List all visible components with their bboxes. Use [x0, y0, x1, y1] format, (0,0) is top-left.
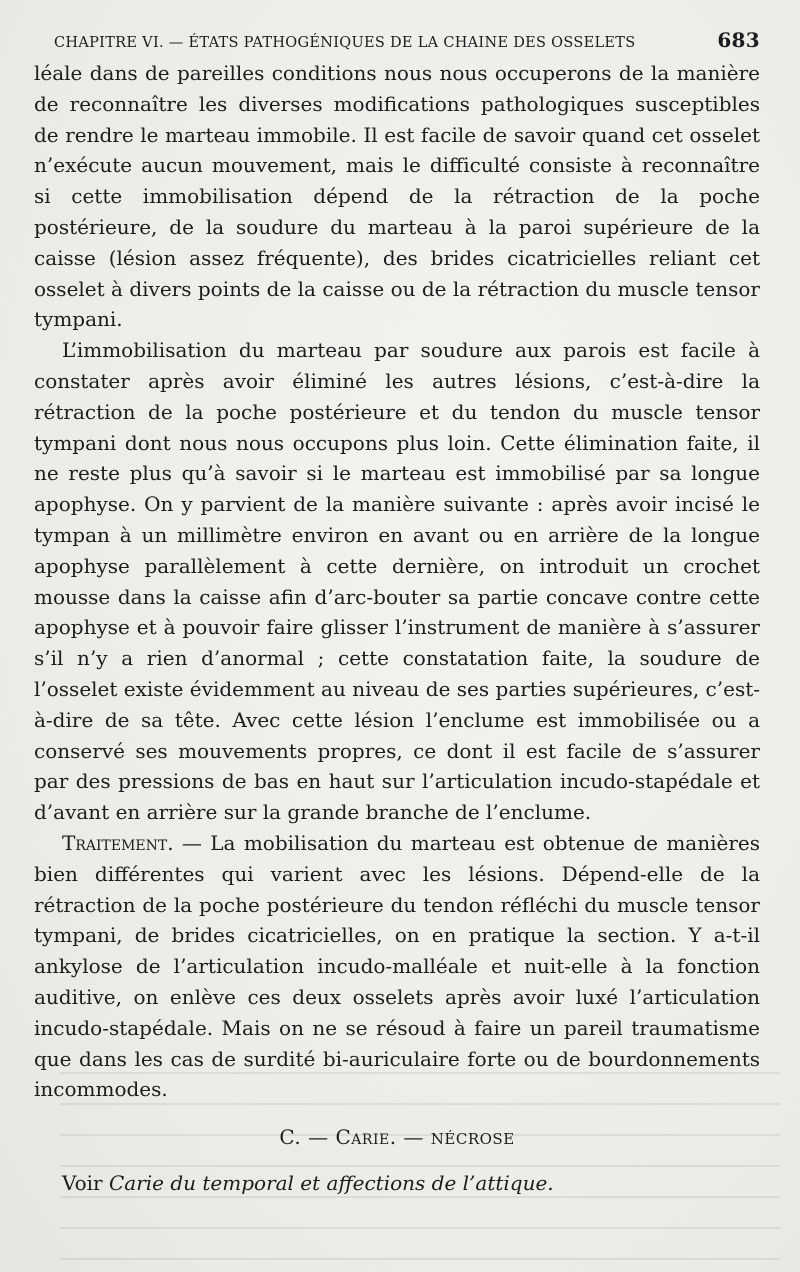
section-title: Carie. — [335, 1125, 397, 1150]
see-also-prefix: Voir — [62, 1171, 109, 1196]
section-subtitle: NÉCROSE — [430, 1130, 515, 1149]
chapter-title: CHAPITRE VI. — ÉTATS PATHOGÉNIQUES DE LA CHAINE DES OSSELETS — [54, 35, 636, 51]
running-header — [34, 28, 760, 52]
page-number: 683 — [717, 28, 760, 52]
paragraph-1: léale dans de pareilles conditions nous nous occuperons de la manière de reconnaître les diverses modifications pathologiques susceptibles de rendre le marteau immobile. Il est facile de savoir quand cet osselet n’exécute aucun mouvement, mais le difficulté consiste à reconnaître si cette immobilisation dépend de la rétraction de la poche postérieure, de la soudure du marteau à la paroi supérieure de la caisse (lésion assez fréquente), des brides cicatricielles reliant cet osselet à divers points de la caisse ou de la rétraction du muscle tensor tympani. — [34, 61, 760, 332]
section-letter: C. — — [279, 1125, 336, 1150]
paragraph-3 — [34, 828, 760, 1105]
section-dash: — — [396, 1125, 431, 1150]
see-also-line — [34, 1171, 760, 1195]
see-also-reference: Carie du temporal et affections de l’attique. — [108, 1171, 554, 1196]
paragraph-2: L’immobilisation du marteau par soudure aux parois est facile à constater après avoir éliminé les autres lésions, c’est-à-dire la rétraction de la poche postérieure et du tendon du muscle tensor tympani dont nous nous occupons plus loin. Cette élimination faite, il ne reste plus qu’à savoir si le marteau est immobilisé par sa longue apophyse. On y parvient de la manière suivante : après avoir incisé le tympan à un millimètre environ en avant ou en arrière de la longue apophyse parallèlement à cette dernière, on introduit un crochet mousse dans la caisse afin d’arc-bouter sa partie concave contre cette apophyse et à pouvoir faire glisser l’instrument de manière à s’assurer s’il n’y a rien d’anormal ; cette constatation faite, la soudure de l’osselet existe évidemment au niveau de ses parties supérieures, c’est-à-dire de sa tête. Avec cette lésion l’enclume est immobilisée ou a conservé ses mouvements propres, ce dont il est facile de s’assurer par des pressions de bas en haut sur l’articulation incudo-stapédale et d’avant en arrière sur la grande branche de l’enclume. — [34, 338, 760, 825]
treatment-label: Traitement. — [62, 830, 174, 855]
treatment-text: — La mobilisation du marteau est obtenue de manières bien différentes qui varient avec les lésions. Dépend-elle de la rétraction de la poche postérieure du tendon réfléchi du muscle tensor tympani, de brides cicatricielles, on en pratique la section. Y a-t-il ankylose de l’articulation incudo-malléale et nuit-elle à la fonction auditive, on enlève ces deux osselets après avoir luxé l’articulation incudo-stapédale. Mais on ne se résoud à faire un pareil traumatisme que dans les cas de surdité bi-auriculaire forte ou de bourdonnements incommodes. — [34, 830, 760, 1102]
body-text — [34, 58, 760, 1105]
section-heading — [34, 1125, 760, 1149]
